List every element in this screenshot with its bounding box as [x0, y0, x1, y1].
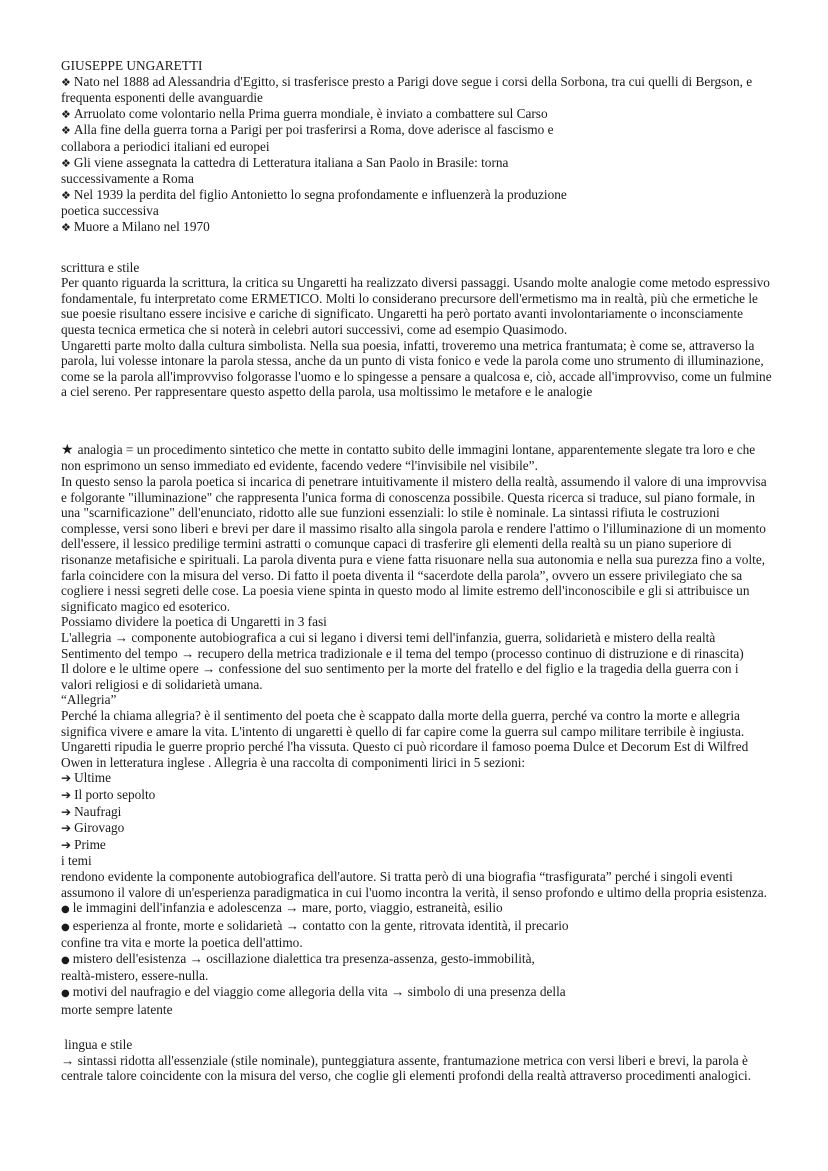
bio-item: ❖ Gli viene assegnata la cattedra di Letteratura italiana a San Paolo in Brasile: torna	[61, 154, 509, 170]
tema-item: ● esperienza al fronte, morte e solidarietà → contatto con la gente, ritrovata identità, il precario	[61, 917, 569, 933]
diamond-bullet-icon: ❖	[61, 107, 71, 121]
analogia-definition: ★ analogia = un procedimento sintetico che mette in contatto subito delle immagini lontane, apparentemente slegate tra loro e che non esprimono un senso immediato ed evidente, facendo vedere “l'invisibile nel visibile”.	[61, 441, 756, 474]
section-heading-scrittura: scrittura e stile	[61, 259, 140, 275]
section-heading-temi: i temi	[61, 853, 92, 869]
section-list-item: ➔ Naufragi	[61, 803, 122, 819]
dot-bullet-icon: ●	[61, 988, 70, 1000]
fase-item: Sentimento del tempo → recupero della metrica tradizionale e il tema del tempo (processo continuo di distruzione e di rinascita)	[61, 645, 744, 661]
tema-item-continuation: morte sempre latente	[61, 1001, 173, 1017]
tema-item: ● mistero dell'esistenza → oscillazione dialettica tra presenza-assenza, gesto-immobilità,	[61, 950, 535, 966]
fase-item: Il dolore e le ultime opere → confessione del suo sentimento per la morte del fratello e del figlio e la tragedia della guerra con i valori religiosi e di solidarietà umana.	[61, 661, 739, 692]
tema-item-continuation: realtà-mistero, essere-nulla.	[61, 968, 209, 984]
arrow-right-icon: ➔	[61, 837, 72, 852]
bio-item: ❖ Arruolato come volontario nella Prima guerra mondiale, è inviato a combattere sul Carso	[61, 105, 548, 121]
section-list-item: ➔ Il porto sepolto	[61, 786, 156, 802]
section-list-item: ➔ Ultime	[61, 770, 111, 786]
star-icon: ★	[61, 441, 74, 458]
paragraph: → sintassi ridotta all'essenziale (stile nominale), punteggiatura assente, frantumazione metrica con versi liberi e brevi, la parola è centrale talore coincidente con la misura del verso, che coglie gli elementi profondi della realtà attraverso procedimenti analogici.	[61, 1052, 752, 1084]
bio-item: ❖ Alla fine della guerra torna a Parigi per poi trasferirsi a Roma, dove aderisce al fascismo e	[61, 122, 554, 138]
diamond-bullet-icon: ❖	[61, 124, 71, 138]
section-list-item: ➔ Prime	[61, 836, 106, 852]
arrow-right-icon: ➔	[61, 787, 72, 802]
bio-item-continuation: successivamente a Roma	[61, 171, 194, 187]
section-heading-allegria: “Allegria”	[61, 692, 117, 708]
bio-item: ❖ Nel 1939 la perdita del figlio Antonietto lo segna profondamente e influenzerà la produzione	[61, 186, 567, 202]
dot-bullet-icon: ●	[61, 954, 70, 966]
dot-bullet-icon: ●	[61, 904, 70, 916]
arrow-right-icon: ➔	[61, 821, 72, 836]
bio-item-continuation: collabora a periodici italiani ed europei	[61, 138, 270, 154]
bio-item: ❖ Muore a Milano nel 1970	[61, 218, 210, 234]
document-title: GIUSEPPE UNGARETTI	[61, 58, 203, 73]
paragraph: In questo senso la parola poetica si incarica di penetrare intuitivamente il mistero della realtà, assumendo il valore di una improvvisa e folgorante "illuminazione" che rappresenta l'unica forma di conoscenza possibile. Questa ricerca si traduce, sul piano formale, in una "scarnificazione" dell'enunciato, ridotto alle sue funzioni essenziali: lo stile è nominale. La sintassi rifiuta le costruzioni complesse, versi sono liberi e brevi per dare il massimo risalto alla singola parola e rendere l'attimo o l'illuminazione di un momento dell'essere, il lessico predilige termini astratti o comunque capaci di trasferire gli elementi della realtà su un piano superiore di risonanze metafisiche e spirituali. La parola diventa pura e viene fatta risuonare nella sua autonomia e nella sua purezza fino a volte, farla coincidere con la misura del verso. Di fatto il poeta diventa il “sacerdote della parola”, ovvero un essere privilegiato che sa cogliere i nessi segreti delle cose. La poesia viene spinta in questo modo al limite estremo dell'inconoscibile e gli si attribuisce un significato magico ed esoterico.	[61, 474, 767, 614]
fase-item: L'allegria → componente autobiografica a cui si legano i diversi temi dell'infanzia, guerra, solidarietà e mistero della realtà	[61, 630, 716, 645]
paragraph: Perché la chiama allegria? è il sentimento del poeta che è scappato dalla morte della guerra, perché va contro la morte e allegria significa vivere e amare la vita. L'intento di ungaretti è quello di far capire come la guerra sul campo militare terribile è ingiusta. Ungaretti ripudia le guerre proprio perché l'ha vissuta. Questo ci può ricordare il famoso poema Dulce et Decorum Est di Wilfred Owen in letteratura inglese . Allegria è una raccolta di componimenti lirici in 5 sezioni:	[61, 707, 749, 770]
diamond-bullet-icon: ❖	[61, 188, 71, 202]
section-heading-lingua: lingua e stile	[61, 1037, 133, 1053]
paragraph: Ungaretti parte molto dalla cultura simbolista. Nella sua poesia, infatti, troveremo una metrica frantumata; è come se, attraverso la parola, lui volesse intonare la parola stessa, anche da un punto di vista fonico e vede la parola come uno strumento di illuminazione, come se la parola all'improvviso folgorasse l'uomo e lo spingesse a pensare a qualcosa e, ciò, accade all'improvviso, come un fulmine a ciel sereno. Per rappresentare questo aspetto della parola, usa moltissimo le metafore e le analogie	[61, 337, 772, 400]
paragraph: rendono evidente la componente autobiografica dell'autore. Si tratta però di una biografia “trasfigurata” perché i singoli eventi assumono il valore di un'esperienza paradigmatica in cui l'uomo incontra la verità, il senso profondo e ultimo della propria esistenza.	[61, 868, 767, 900]
tema-item: ● le immagini dell'infanzia e adolescenza → mare, porto, viaggio, estraneità, esilio	[61, 900, 503, 916]
fasi-intro: Possiamo dividere la poetica di Ungaretti in 3 fasi	[61, 614, 327, 630]
diamond-bullet-icon: ❖	[61, 75, 71, 89]
tema-item-continuation: confine tra vita e morte la poetica dell'attimo.	[61, 935, 303, 951]
bio-item-continuation: poetica successiva	[61, 203, 159, 219]
paragraph: Per quanto riguarda la scrittura, la critica su Ungaretti ha realizzato diversi passaggi. Usando molte analogie come metodo espressivo fondamentale, fu interpretato come ERMETICO. Molti lo considerano precursore dell'ermetismo ma in realtà, più che ermetiche le sue poesie risultano essere incisive e cariche di significato. Ungaretti ha però portato avanti involontariamente o inconsciamente questa tecnica ermetica che si noterà in celebri autori successivi, come ad esempio Quasimodo.	[61, 275, 770, 337]
diamond-bullet-icon: ❖	[61, 156, 71, 170]
bio-item: ❖ Nato nel 1888 ad Alessandria d'Egitto, si trasferisce presto a Parigi dove segue i corsi della Sorbona, tra cui quelli di Bergson, e frequenta esponenti delle avanguardie	[61, 73, 753, 106]
arrow-right-icon: ➔	[61, 771, 72, 786]
tema-item: ● motivi del naufragio e del viaggio come allegoria della vita → simbolo di una presenza della	[61, 984, 566, 1000]
section-list-item: ➔ Girovago	[61, 820, 125, 836]
diamond-bullet-icon: ❖	[61, 220, 71, 234]
dot-bullet-icon: ●	[61, 921, 70, 933]
arrow-right-icon: ➔	[61, 804, 72, 819]
